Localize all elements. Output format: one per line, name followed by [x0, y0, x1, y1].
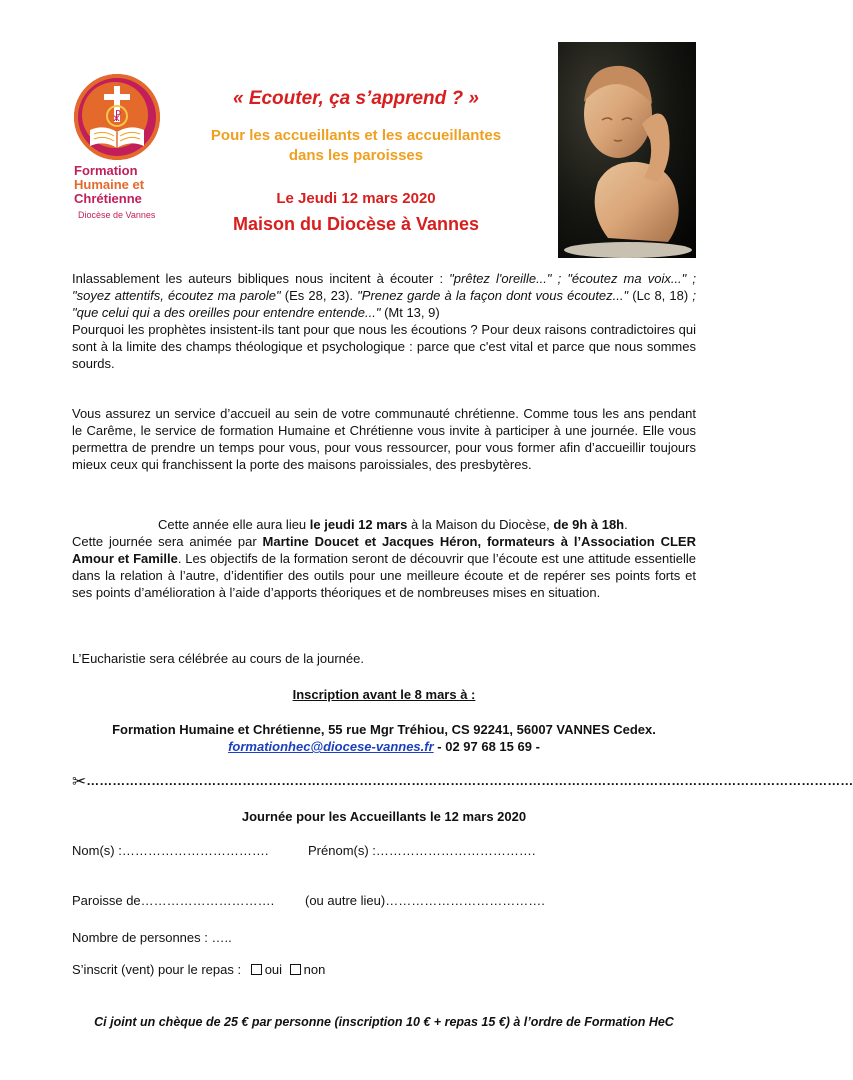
details-paragraph	[72, 516, 696, 601]
coupon-title: Journée pour les Accueillants le 12 mars 2020	[241, 809, 527, 824]
logo	[72, 72, 168, 232]
details-text-5: . Les objectifs de la formation seront de découvrir que l’écoute est une attitude essentielle dans la relation à l’autre, d’identifier des outils pour une meilleure écoute et de repérer ses points forts et ses points d’amélioration à l’aide d’apports théoriques et de nombreuses mises en situation.	[72, 551, 696, 600]
logo-line-4: Diocèse de Vannes	[78, 210, 156, 220]
details-text-1: Cette année elle aura lieu	[158, 517, 310, 532]
repas-row	[72, 962, 325, 977]
registration-contact	[72, 738, 696, 755]
intro-ref-1: (Es 28, 23).	[280, 288, 358, 303]
logo-line-1: Formation	[74, 163, 138, 178]
nombre-field[interactable]: Nombre de personnes : …..	[72, 930, 232, 945]
phone-number: - 02 97 68 15 69 -	[433, 739, 540, 754]
details-line-1	[72, 516, 696, 533]
statue-photo	[558, 42, 696, 258]
non-checkbox[interactable]	[290, 964, 301, 975]
intro-text-2: Pourquoi les prophètes insistent-ils tant pour que nous les écoutions ? Pour deux raisons contradictoires qui sont à la limite des champs théologique et psychologique : parce que c'est vital et parce que nous sommes sourds.	[72, 322, 696, 371]
intro-paragraph	[72, 270, 696, 372]
cross-book-icon	[86, 84, 148, 154]
intro-text-1: Inlassablement les auteurs bibliques nous incitent à écouter :	[72, 271, 450, 286]
details-speakers: Martine Doucet et Jacques Héron, formateurs à l’Association CLER Amour et Famille	[72, 534, 696, 566]
intro-quote-3: ; "que celui qui a des oreilles pour entendre entende..."	[72, 288, 696, 320]
cut-line-dots: ……………………………………………………………………………………………………………………………………………………………	[86, 773, 853, 788]
subtitle	[186, 126, 526, 166]
autre-lieu-field[interactable]: (ou autre lieu)……………………………….	[305, 893, 545, 908]
intro-quote-1: "prêtez l'oreille..." ; "écoutez ma voix..." ; "soyez attentifs, écoutez ma parole"	[72, 271, 696, 303]
nom-field[interactable]: Nom(s) :…………………………….	[72, 843, 269, 858]
non-label: non	[303, 962, 326, 977]
logo-line-2: Humaine et	[74, 177, 145, 192]
details-line-2	[72, 533, 696, 601]
logo-line-3: Chrétienne	[74, 191, 142, 206]
event-date: Le Jeudi 12 mars 2020	[276, 190, 436, 207]
details-hours: de 9h à 18h	[553, 517, 625, 532]
subtitle-line-1: Pour les accueillants et les accueillantes	[210, 127, 502, 144]
scissors-icon: ✂	[72, 772, 87, 791]
service-paragraph: Vous assurez un service d’accueil au sein de votre communauté chrétienne. Comme tous les ans pendant le Carême, le service de formation Humaine et Chrétienne vous invite à participer à une journée. Elle vous permettra de prendre un temps pour vous, pour vous ressourcer, pour vous former afin d’accueillir toujours mieux ceux qui franchissent la porte des maisons paroissiales, des presbytères.	[72, 406, 696, 472]
intro-quote-2: "Prenez garde à la façon dont vous écoutez..."	[357, 288, 629, 303]
intro-ref-2: (Lc 8, 18)	[628, 288, 693, 303]
registration-block	[72, 686, 696, 755]
paroisse-field[interactable]: Paroisse de………………………….	[72, 893, 275, 908]
details-text-3: .	[624, 517, 628, 532]
intro-ref-3: (Mt 13, 9)	[380, 305, 440, 320]
subtitle-line-2: dans les paroisses	[288, 147, 424, 164]
repas-label: S’inscrit (vent) pour le repas :	[72, 962, 245, 977]
svg-text:☧: ☧	[112, 110, 122, 124]
eucharist-note: L’Eucharistie sera célébrée au cours de la journée.	[72, 651, 364, 666]
registration-heading: Inscription avant le 8 mars à :	[292, 687, 476, 702]
event-venue: Maison du Diocèse à Vannes	[232, 214, 480, 234]
oui-checkbox[interactable]	[251, 964, 262, 975]
prenom-field[interactable]: Prénom(s) :……………………………….	[308, 843, 536, 858]
cut-line	[72, 772, 853, 792]
email-link[interactable]: formationhec@diocese-vannes.fr	[228, 739, 434, 754]
registration-address: Formation Humaine et Chrétienne, 55 rue Mgr Tréhiou, CS 92241, 56007 VANNES Cedex.	[112, 722, 656, 737]
details-text-2: à la Maison du Diocèse,	[407, 517, 554, 532]
oui-label: oui	[264, 962, 283, 977]
details-date: le jeudi 12 mars	[309, 517, 408, 532]
details-text-4: Cette journée sera animée par	[72, 534, 263, 549]
page-title: « Ecouter, ça s’apprend ? »	[232, 88, 480, 109]
cheque-note: Ci joint un chèque de 25 € par personne (inscription 10 € + repas 15 €) à l’ordre de Formation HeC	[94, 1015, 674, 1029]
